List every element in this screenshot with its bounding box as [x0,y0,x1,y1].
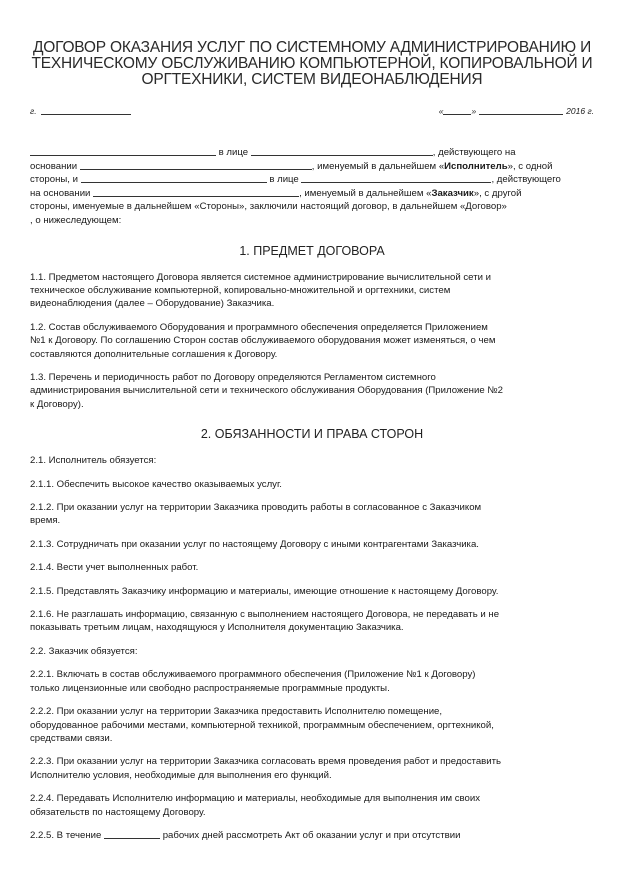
text: в лице [218,147,249,158]
text: средствами связи. [30,732,113,744]
text: обязательств по настоящему Договору. [30,806,206,818]
city-blank [41,114,131,115]
date-field [439,106,594,116]
clause-2-2-5 [30,829,594,842]
text: 2.2.5. В течение [30,829,102,841]
city-field [30,106,131,116]
document-title [30,40,594,88]
clause-2-1-4 [30,561,594,574]
month-blank [479,114,563,115]
clause-2-1-1 [30,478,594,491]
text: только лицензионные или свободно распространяемые программные продукты. [30,682,390,694]
clause-1-1 [30,271,594,311]
title-line-3: ОРГТЕХНИКИ, СИСТЕМ ВИДЕОНАБЛЮДЕНИЯ [141,71,483,88]
text: 2.2.2. При оказании услуг на территории Заказчика предоставить Исполнителю помещение, [30,706,443,718]
text: 2.1.2. При оказании услуг на территории Заказчика проводить работы в согласованное с Заказчиком [30,502,482,514]
clause-2-1-2 [30,501,594,528]
clause-2-2-4 [30,792,594,819]
text: основании [30,160,78,172]
text: на основании [30,187,91,199]
close-quote: » [471,106,477,116]
text: », с другой [473,187,522,199]
executor-term: Исполнитель [444,160,508,172]
text: Исполнителю условия, необходимые для выполнения его функций. [30,769,332,781]
text: 2.1.3. Сотрудничать при оказании услуг по настоящему Договору с иными контрагентами Заказчика. [30,538,479,550]
text: стороны, и [30,174,78,186]
parties-line [30,187,594,201]
parties-line [30,173,594,187]
parties-preamble [30,146,594,228]
text: , именуемый в дальнейшем « [311,160,445,172]
blank [30,155,216,156]
blank [93,196,299,197]
text: 2.1.4. Вести учет выполненных работ. [30,562,199,574]
text: , действующего на [432,147,516,158]
place-date-row [30,106,594,116]
clause-2-1 [30,454,594,467]
text: 1.1. Предметом настоящего Договора является системное администрирование вычислительной сети и [30,271,491,283]
open-quote: « [438,106,444,116]
text: в лице [269,174,299,186]
clause-1-3 [30,371,594,411]
blank [104,838,160,839]
city-prefix: г. [30,106,37,116]
text: 2.1. Исполнитель обязуется: [30,455,157,467]
text: 1.2. Состав обслуживаемого Оборудования и программного обеспечения определяется Приложением [30,321,488,333]
clause-2-2-3 [30,755,594,782]
text: 2.1.6. Не разглашать информацию, связанную с выполнением настоящего Договора, не передавать и не [30,609,500,621]
text: 2.2.1. Включать в состав обслуживаемого программного обеспечения (Приложение №1 к Договору) [30,669,476,681]
text: », с одной [507,160,553,172]
text: администрирования вычислительной сети и технического обслуживания Оборудования (Приложение №2 [30,385,503,397]
title-line-2: ТЕХНИЧЕСКОМУ ОБСЛУЖИВАНИЮ КОМПЬЮТЕРНОЙ, КОПИРОВАЛЬНОЙ И [31,55,593,72]
text: время. [30,515,61,527]
section-2-title: 2. ОБЯЗАННОСТИ И ПРАВА СТОРОН [200,427,424,442]
text: №1 к Договору. По соглашению Сторон состав обслуживаемого оборудования может изменяться, о чем [30,335,496,347]
text: 2.2.4. Передавать Исполнителю информацию и материалы, необходимые для выполнения им своих [30,793,481,805]
clause-2-2 [30,645,594,658]
text: видеонаблюдения (далее – Оборудование) Заказчика. [30,298,275,310]
text: к Договору). [30,398,84,410]
text: 2.1.5. Представлять Заказчику информацию и материалы, имеющие отношение к настоящему Договору. [30,585,499,597]
blank [251,155,433,156]
text: 1.3. Перечень и периодичность работ по Договору определяются Регламентом системного [30,372,436,383]
blank [301,182,491,183]
customer-term: Заказчик [431,187,474,199]
day-blank [443,114,471,115]
text: показывать третьим лицам, находящуюся у Исполнителя документацию Заказчика. [30,622,404,634]
text: 2.2.3. При оказании услуг на территории Заказчика согласовать время проведения работ и предоставить [30,756,502,768]
year-suffix: 2016 г. [566,106,594,116]
text [30,829,594,842]
parties-line [30,146,594,160]
blank [80,169,312,170]
text: , действующего [491,174,561,186]
text: техническое обслуживание компьютерной, копировально-множительной и оргтехники, систем [30,284,451,296]
blank [81,182,267,183]
clause-2-1-3 [30,538,594,551]
text: 2.1.1. Обеспечить высокое качество оказываемых услуг. [30,478,282,490]
parties-line [30,160,594,174]
text: оборудованное рабочими местами, компьютерной техникой, программным обеспечением, оргтехникой, [30,719,494,731]
clause-2-1-5 [30,585,594,598]
text: 2.2. Заказчик обязуется: [30,645,138,657]
clause-2-2-2 [30,705,594,745]
text: составляются дополнительные соглашения к Договору. [30,348,278,360]
text: рабочих дней рассмотреть Акт об оказании услуг и при отсутствии [162,829,461,841]
parties-line: стороны, именуемые в дальнейшем «Стороны», заключили настоящий договор, в дальнейшем «Договор» [30,201,507,213]
title-line-1: ДОГОВОР ОКАЗАНИЯ УСЛУГ ПО СИСТЕМНОМУ АДМИНИСТРИРОВАНИЮ И [32,39,592,56]
clause-2-2-1 [30,668,594,695]
clause-2-1-6 [30,608,594,635]
section-1-title: 1. ПРЕДМЕТ ДОГОВОРА [239,243,385,258]
text: , именуемый в дальнейшем « [299,187,432,199]
clause-1-2 [30,321,594,361]
parties-line: , о нижеследующем: [30,214,122,226]
